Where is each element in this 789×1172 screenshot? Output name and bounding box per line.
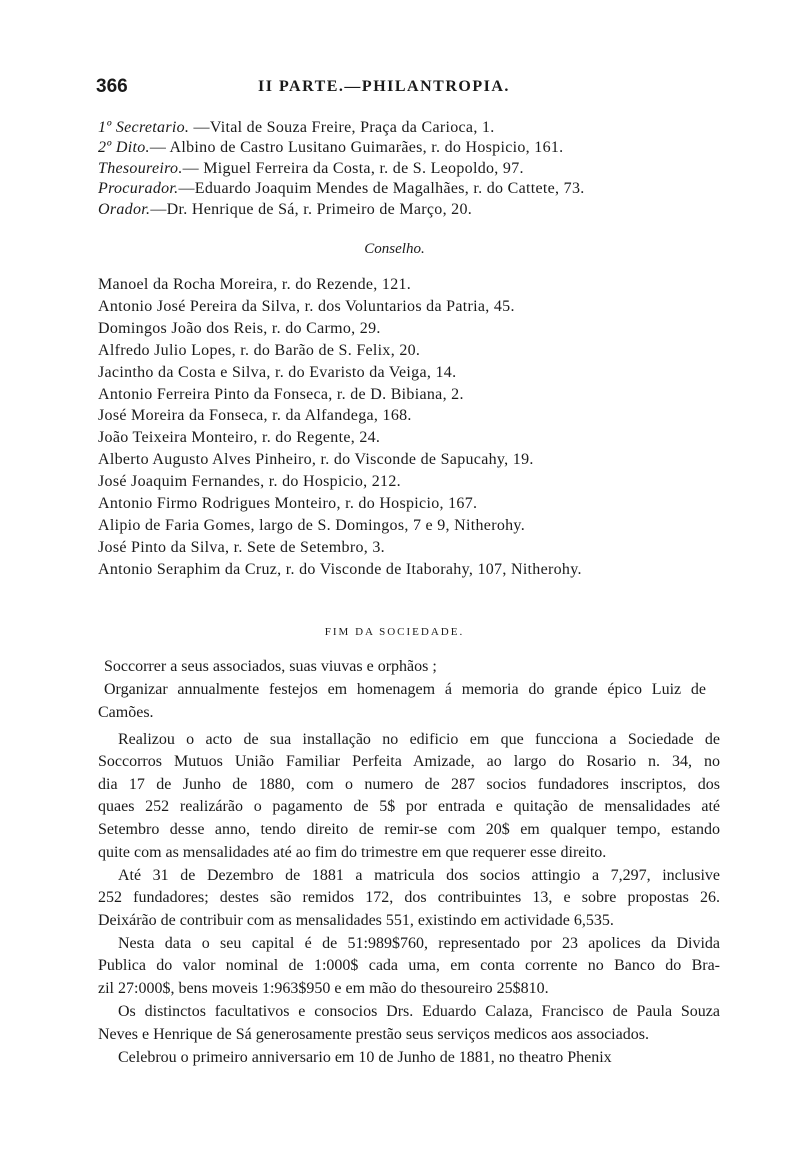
paragraph-line: Nesta data o seu capital é de 51:989$760, representado por 23 apolices da Divida [118,934,720,952]
council-member: Alberto Augusto Alves Pinheiro, r. do Visconde de Sapucahy, 19. [98,451,534,469]
paragraph-line: zil 27:000$, bens moveis 1:963$950 e em mão do thesoureiro 25$810. [98,980,549,997]
paragraph-line: Os distinctos facultativos e consocios Drs. Eduardo Calaza, Francisco de Paula Souza [118,1003,720,1020]
council-member: João Teixeira Monteiro, r. do Regente, 24. [98,429,381,447]
council-member: Antonio José Pereira da Silva, r. dos Voluntarios da Patria, 45. [98,297,515,315]
officer-details: —Eduardo Joaquim Mendes de Magalhães, r. do Cattete, 73. [178,180,585,197]
officer-details: — Albino de Castro Lusitano Guimarães, r. do Hospicio, 161. [149,139,564,156]
officer-title: Orador. [98,201,151,218]
officer-line [98,179,585,199]
council-member: Alfredo Julio Lopes, r. do Barão de S. Felix, 20. [98,341,421,359]
council-member: Antonio Ferreira Pinto da Fonseca, r. de D. Bibiana, 2. [98,385,464,403]
paragraph-line: Até 31 de Dezembro de 1881 a matricula dos socios attingio a 7,297, inclusive [118,866,720,884]
paragraph-line: Deixárão de contribuir com as mensalidades 551, existindo em actividade 6,535. [98,911,614,929]
officer-title: 2º Dito. [98,139,150,156]
paragraph-line: dia 17 de Junho de 1880, com o numero de 287 socios fundadores inscriptos, dos [98,775,720,793]
paragraph-line: Camões. [98,703,154,721]
council-member: José Moreira da Fonseca, r. da Alfandega, 168. [98,407,412,425]
council-title: Conselho. [364,241,425,257]
paragraph-line: Soccorrer a seus associados, suas viuvas e orphãos ; [104,658,437,675]
officer-line [98,138,563,158]
paragraph-line: Publica do valor nominal de 1:000$ cada uma, em conta corrente no Banco do Bra- [98,957,720,975]
council-member: José Joaquim Fernandes, r. do Hospicio, 212. [98,473,401,491]
page-number: 366 [96,76,128,97]
paragraph-line: Setembro desse anno, tendo direito de remir-se com 20$ em qualquer tempo, estando [98,821,720,838]
council-member: Manoel da Rocha Moreira, r. do Rezende, 121. [98,276,412,293]
paragraph-line: quaes 252 realizárão o pagamento de 5$ por entrada e quitação de mensalidades até [98,798,720,816]
council-member: Alipio de Faria Gomes, largo de S. Domingos, 7 e 9, Nitherohy. [98,516,525,534]
running-title: II PARTE.—PHILANTROPIA. [258,78,510,95]
paragraph-line: Neves e Henrique de Sá generosamente prestão seus serviços medicos aos associados. [98,1025,649,1043]
paragraph-line: Realizou o acto de sua installação no edificio em que funcciona a Sociedade de [118,730,720,748]
paragraph-line: Celebrou o primeiro anniversario em 10 de Junho de 1881, no theatro Phenix [118,1048,612,1066]
council-member: Domingos João dos Reis, r. do Carmo, 29. [98,319,381,337]
officer-details: — Miguel Ferreira da Costa, r. de S. Leopoldo, 97. [182,160,524,177]
council-member: Antonio Seraphim da Cruz, r. do Visconde de Itaborahy, 107, Nitherohy. [98,560,582,578]
council-member: José Pinto da Silva, r. Sete de Setembro, 3. [98,538,385,556]
purpose-title: FIM DA SOCIEDADE. [324,626,465,638]
officer-title: Procurador. [98,180,179,197]
officer-line [98,200,472,220]
council-member: Antonio Firmo Rodrigues Monteiro, r. do Hospicio, 167. [98,495,478,512]
officer-details: —Dr. Henrique de Sá, r. Primeiro de Março, 20. [150,201,473,218]
officer-details: —Vital de Souza Freire, Praça da Carioca, 1. [189,119,495,136]
paragraph-line: quite com as mensalidades até ao fim do trimestre em que requerer esse direito. [98,843,607,861]
officer-title: Thesoureiro. [98,160,183,177]
paragraph-line: Soccorros Mutuos União Familiar Perfeita Amizade, ao largo do Rosario n. 34, no [98,753,720,771]
officer-line [98,118,495,138]
officer-title: 1º Secretario. [98,119,190,136]
officer-line [98,159,524,179]
council-member: Jacintho da Costa e Silva, r. do Evaristo da Veiga, 14. [98,363,457,381]
paragraph-line: 252 fundadores; destes são remidos 172, dos contribuintes 13, e sobre propostas 26. [98,889,720,907]
paragraph-line: Organizar annualmente festejos em homenagem á memoria do grande épico Luiz de [104,681,706,698]
